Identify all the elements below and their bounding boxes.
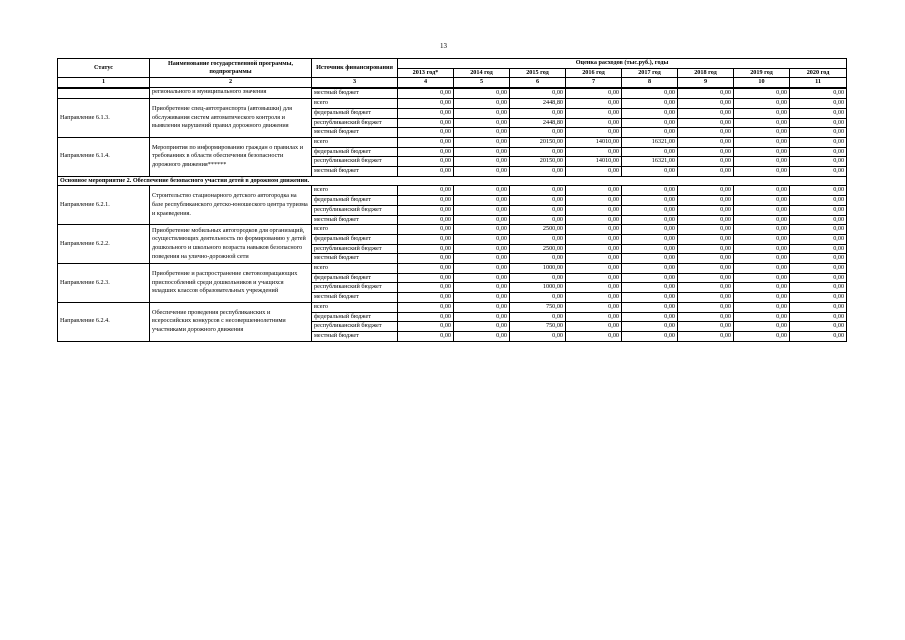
direction-status: Направление 6.1.4.: [58, 137, 150, 176]
source-cell: всего: [312, 225, 398, 235]
table-row: [58, 99, 847, 109]
value-cell: 0,00: [790, 225, 847, 235]
value-cell: 0,00: [454, 205, 510, 215]
value-cell: 0,00: [678, 331, 734, 341]
value-cell: 0,00: [510, 312, 566, 322]
value-cell: 0,00: [566, 128, 622, 138]
value-cell: 1000,00: [510, 264, 566, 274]
value-cell: 0,00: [622, 283, 678, 293]
value-cell: 0,00: [398, 196, 454, 206]
table-row: [58, 225, 847, 235]
value-cell: 0,00: [622, 322, 678, 332]
value-cell: 0,00: [734, 215, 790, 225]
value-cell: 0,00: [734, 137, 790, 147]
value-cell: 0,00: [790, 331, 847, 341]
source-cell: местный бюджет: [312, 89, 398, 99]
value-cell: 0,00: [790, 205, 847, 215]
table-row: [58, 264, 847, 274]
direction-name: Строительство стационарного детского автогородка на базе республиканского детско-юношеского центра туризма и краеведения.: [150, 186, 312, 225]
column-number: 3: [312, 78, 398, 88]
value-cell: 0,00: [454, 331, 510, 341]
value-cell: 0,00: [454, 225, 510, 235]
value-cell: 0,00: [678, 322, 734, 332]
column-number: 8: [622, 78, 678, 88]
value-cell: 0,00: [398, 137, 454, 147]
value-cell: 2448,80: [510, 118, 566, 128]
value-cell: 0,00: [566, 264, 622, 274]
source-cell: федеральный бюджет: [312, 147, 398, 157]
direction-status: Направление 6.2.3.: [58, 264, 150, 303]
value-cell: 0,00: [790, 312, 847, 322]
value-cell: 0,00: [454, 322, 510, 332]
value-cell: 0,00: [566, 108, 622, 118]
value-cell: 0,00: [790, 215, 847, 225]
value-cell: 0,00: [790, 254, 847, 264]
value-cell: 0,00: [454, 312, 510, 322]
value-cell: 0,00: [566, 283, 622, 293]
value-cell: 0,00: [398, 254, 454, 264]
value-cell: 0,00: [790, 264, 847, 274]
value-cell: 0,00: [734, 312, 790, 322]
value-cell: 0,00: [790, 99, 847, 109]
source-cell: федеральный бюджет: [312, 196, 398, 206]
value-cell: 0,00: [454, 99, 510, 109]
value-cell: 0,00: [790, 118, 847, 128]
source-cell: всего: [312, 99, 398, 109]
source-cell: республиканский бюджет: [312, 322, 398, 332]
value-cell: 14010,00: [566, 157, 622, 167]
value-cell: 0,00: [734, 147, 790, 157]
value-cell: 0,00: [734, 186, 790, 196]
header-source: Источник финансирования: [312, 59, 398, 78]
value-cell: 0,00: [678, 225, 734, 235]
value-cell: 0,00: [566, 167, 622, 177]
column-number: 11: [790, 78, 847, 88]
column-number: 9: [678, 78, 734, 88]
value-cell: 0,00: [566, 234, 622, 244]
value-cell: 0,00: [454, 302, 510, 312]
source-cell: местный бюджет: [312, 293, 398, 303]
value-cell: 0,00: [622, 273, 678, 283]
value-cell: 0,00: [454, 167, 510, 177]
value-cell: 0,00: [678, 244, 734, 254]
direction-name: Приобретение спец-автотранспорта (автовышки) для обслуживания систем автоматического контроля и выявления нарушений правил дорожного движения: [150, 99, 312, 138]
value-cell: 0,00: [678, 293, 734, 303]
value-cell: 0,00: [790, 273, 847, 283]
value-cell: 0,00: [622, 331, 678, 341]
value-cell: 0,00: [566, 196, 622, 206]
value-cell: 0,00: [454, 186, 510, 196]
value-cell: 0,00: [398, 108, 454, 118]
direction-name: Обеспечение проведения республиканских и всероссийских конкурсов с несовершеннолетними участниками дорожного движения: [150, 302, 312, 341]
value-cell: 0,00: [398, 225, 454, 235]
value-cell: 0,00: [454, 264, 510, 274]
column-number: 1: [58, 78, 150, 88]
value-cell: 0,00: [734, 331, 790, 341]
value-cell: 0,00: [678, 215, 734, 225]
value-cell: 0,00: [398, 293, 454, 303]
value-cell: 0,00: [510, 128, 566, 138]
direction-name: Приобретение и распространение световозвращающих приспособлений среди дошкольников и учащихся младших классов образовательных учреждений: [150, 264, 312, 303]
value-cell: 0,00: [790, 186, 847, 196]
value-cell: 0,00: [398, 244, 454, 254]
value-cell: 0,00: [790, 283, 847, 293]
direction-status: Направление 6.2.1.: [58, 186, 150, 225]
value-cell: 0,00: [454, 157, 510, 167]
value-cell: 0,00: [398, 283, 454, 293]
header-year: 2013 год*: [398, 68, 454, 78]
value-cell: 0,00: [678, 186, 734, 196]
value-cell: 0,00: [398, 302, 454, 312]
value-cell: 0,00: [454, 283, 510, 293]
value-cell: 0,00: [398, 331, 454, 341]
value-cell: 0,00: [790, 196, 847, 206]
source-cell: республиканский бюджет: [312, 118, 398, 128]
value-cell: 0,00: [678, 157, 734, 167]
value-cell: 0,00: [454, 128, 510, 138]
source-cell: местный бюджет: [312, 331, 398, 341]
value-cell: 0,00: [510, 89, 566, 99]
value-cell: 0,00: [622, 234, 678, 244]
value-cell: 0,00: [566, 273, 622, 283]
direction-status: Направление 6.1.3.: [58, 99, 150, 138]
value-cell: 0,00: [790, 137, 847, 147]
value-cell: 0,00: [566, 215, 622, 225]
value-cell: 0,00: [510, 331, 566, 341]
value-cell: 0,00: [734, 254, 790, 264]
header-year: 2017 год: [622, 68, 678, 78]
value-cell: 0,00: [678, 312, 734, 322]
value-cell: 0,00: [622, 244, 678, 254]
value-cell: 0,00: [622, 99, 678, 109]
value-cell: 0,00: [678, 205, 734, 215]
value-cell: 0,00: [454, 147, 510, 157]
value-cell: 0,00: [734, 167, 790, 177]
source-cell: местный бюджет: [312, 215, 398, 225]
value-cell: 0,00: [566, 186, 622, 196]
value-cell: 0,00: [398, 215, 454, 225]
source-cell: местный бюджет: [312, 254, 398, 264]
value-cell: 0,00: [398, 273, 454, 283]
value-cell: 0,00: [734, 157, 790, 167]
value-cell: 0,00: [790, 167, 847, 177]
value-cell: 0,00: [566, 302, 622, 312]
source-cell: республиканский бюджет: [312, 205, 398, 215]
value-cell: 0,00: [510, 234, 566, 244]
value-cell: 0,00: [734, 205, 790, 215]
direction-name: Мероприятия по информированию граждан о правилах и требованиях в области обеспечения безопасности дорожного движения******: [150, 137, 312, 176]
value-cell: 0,00: [566, 118, 622, 128]
value-cell: 0,00: [454, 215, 510, 225]
source-cell: всего: [312, 137, 398, 147]
value-cell: 0,00: [566, 254, 622, 264]
source-cell: всего: [312, 186, 398, 196]
value-cell: 0,00: [734, 196, 790, 206]
value-cell: 0,00: [510, 196, 566, 206]
value-cell: 16321,00: [622, 157, 678, 167]
header-year: 2019 год: [734, 68, 790, 78]
value-cell: 20150,00: [510, 157, 566, 167]
value-cell: 0,00: [678, 128, 734, 138]
value-cell: 0,00: [398, 89, 454, 99]
value-cell: 0,00: [678, 108, 734, 118]
value-cell: 20150,00: [510, 137, 566, 147]
value-cell: 2500,00: [510, 244, 566, 254]
value-cell: 0,00: [790, 157, 847, 167]
header-year: 2015 год: [510, 68, 566, 78]
value-cell: 0,00: [510, 215, 566, 225]
header-year: 2018 год: [678, 68, 734, 78]
value-cell: 2448,80: [510, 99, 566, 109]
value-cell: 0,00: [454, 244, 510, 254]
value-cell: 0,00: [622, 108, 678, 118]
value-cell: 750,00: [510, 322, 566, 332]
value-cell: 0,00: [790, 293, 847, 303]
value-cell: 0,00: [510, 147, 566, 157]
header-status: Статус: [58, 59, 150, 78]
value-cell: 0,00: [566, 312, 622, 322]
value-cell: 0,00: [790, 322, 847, 332]
value-cell: 0,00: [734, 89, 790, 99]
source-cell: местный бюджет: [312, 167, 398, 177]
value-cell: 1000,00: [510, 283, 566, 293]
header-estimate: Оценка расходов (тыс.руб.), годы: [398, 59, 847, 69]
value-cell: 0,00: [566, 331, 622, 341]
value-cell: 0,00: [678, 99, 734, 109]
page-number: 13: [440, 42, 447, 50]
value-cell: 0,00: [454, 273, 510, 283]
value-cell: 0,00: [454, 108, 510, 118]
header-year: 2014 год: [454, 68, 510, 78]
value-cell: 16321,00: [622, 137, 678, 147]
value-cell: 0,00: [622, 205, 678, 215]
value-cell: 0,00: [622, 302, 678, 312]
value-cell: 0,00: [398, 312, 454, 322]
value-cell: 0,00: [790, 244, 847, 254]
source-cell: федеральный бюджет: [312, 234, 398, 244]
expenses-table: [57, 58, 847, 342]
value-cell: 0,00: [398, 99, 454, 109]
value-cell: 0,00: [398, 264, 454, 274]
value-cell: 0,00: [566, 205, 622, 215]
value-cell: 0,00: [734, 118, 790, 128]
value-cell: 0,00: [566, 244, 622, 254]
value-cell: 0,00: [454, 89, 510, 99]
value-cell: 0,00: [678, 196, 734, 206]
value-cell: 0,00: [622, 118, 678, 128]
value-cell: 0,00: [398, 128, 454, 138]
value-cell: 0,00: [398, 157, 454, 167]
column-number: 6: [510, 78, 566, 88]
value-cell: 0,00: [678, 302, 734, 312]
value-cell: 0,00: [790, 108, 847, 118]
value-cell: 0,00: [734, 244, 790, 254]
value-cell: 0,00: [734, 283, 790, 293]
value-cell: 0,00: [454, 293, 510, 303]
value-cell: 14010,00: [566, 137, 622, 147]
value-cell: 0,00: [678, 234, 734, 244]
value-cell: 0,00: [566, 293, 622, 303]
value-cell: 0,00: [622, 186, 678, 196]
value-cell: 0,00: [398, 205, 454, 215]
value-cell: 0,00: [454, 118, 510, 128]
section-title: Основное мероприятие 2. Обеспечение безопасного участия детей в дорожном движении.: [58, 176, 847, 186]
value-cell: 0,00: [734, 293, 790, 303]
column-number: 4: [398, 78, 454, 88]
value-cell: 0,00: [678, 264, 734, 274]
value-cell: 0,00: [790, 147, 847, 157]
value-cell: 0,00: [790, 89, 847, 99]
value-cell: 0,00: [454, 254, 510, 264]
direction-name: Приобретение мобильных автогородков для организаций, осуществляющих деятельность по формированию у детей дошкольного и школьного возраста навыков безопасного поведения на улично-дорожной сети: [150, 225, 312, 264]
value-cell: 0,00: [510, 167, 566, 177]
source-cell: федеральный бюджет: [312, 273, 398, 283]
value-cell: 0,00: [566, 147, 622, 157]
value-cell: 0,00: [398, 167, 454, 177]
value-cell: 0,00: [622, 128, 678, 138]
source-cell: республиканский бюджет: [312, 157, 398, 167]
value-cell: 0,00: [622, 89, 678, 99]
value-cell: 0,00: [734, 108, 790, 118]
value-cell: 0,00: [398, 147, 454, 157]
value-cell: 0,00: [734, 322, 790, 332]
value-cell: 0,00: [678, 137, 734, 147]
status-cell: [58, 89, 150, 99]
source-cell: республиканский бюджет: [312, 283, 398, 293]
source-cell: республиканский бюджет: [312, 244, 398, 254]
value-cell: 0,00: [678, 147, 734, 157]
direction-status: Направление 6.2.2.: [58, 225, 150, 264]
value-cell: 0,00: [734, 225, 790, 235]
section-row: [58, 176, 847, 186]
value-cell: 0,00: [678, 89, 734, 99]
value-cell: 0,00: [622, 215, 678, 225]
value-cell: 0,00: [622, 312, 678, 322]
value-cell: 0,00: [678, 283, 734, 293]
value-cell: 0,00: [510, 254, 566, 264]
header-program: Наименование государственной программы, подпрограммы: [150, 59, 312, 78]
program-name: регионального и муниципального значения: [150, 88, 312, 99]
value-cell: 0,00: [622, 167, 678, 177]
value-cell: 0,00: [622, 225, 678, 235]
value-cell: 0,00: [678, 273, 734, 283]
column-number: 2: [150, 78, 312, 88]
column-number: 5: [454, 78, 510, 88]
value-cell: 0,00: [510, 273, 566, 283]
source-cell: федеральный бюджет: [312, 312, 398, 322]
column-number: 10: [734, 78, 790, 88]
value-cell: 0,00: [622, 254, 678, 264]
table-row: [58, 186, 847, 196]
value-cell: 0,00: [790, 302, 847, 312]
value-cell: 0,00: [398, 186, 454, 196]
value-cell: 2500,00: [510, 225, 566, 235]
value-cell: 0,00: [398, 234, 454, 244]
value-cell: 0,00: [566, 99, 622, 109]
value-cell: 0,00: [454, 196, 510, 206]
value-cell: 0,00: [734, 273, 790, 283]
header-year: 2016 год: [566, 68, 622, 78]
direction-status: Направление 6.2.4.: [58, 302, 150, 341]
header-year: 2020 год: [790, 68, 847, 78]
table-row: [58, 137, 847, 147]
value-cell: 0,00: [622, 196, 678, 206]
source-cell: всего: [312, 264, 398, 274]
value-cell: 0,00: [678, 118, 734, 128]
value-cell: 0,00: [566, 89, 622, 99]
value-cell: 0,00: [734, 234, 790, 244]
value-cell: 0,00: [678, 167, 734, 177]
value-cell: 0,00: [510, 293, 566, 303]
value-cell: 0,00: [734, 264, 790, 274]
value-cell: 0,00: [510, 205, 566, 215]
value-cell: 0,00: [398, 322, 454, 332]
column-number: 7: [566, 78, 622, 88]
value-cell: 0,00: [734, 99, 790, 109]
value-cell: 0,00: [398, 118, 454, 128]
source-cell: местный бюджет: [312, 128, 398, 138]
value-cell: 0,00: [790, 234, 847, 244]
value-cell: 0,00: [566, 225, 622, 235]
value-cell: 0,00: [622, 264, 678, 274]
value-cell: 0,00: [622, 147, 678, 157]
value-cell: 0,00: [678, 254, 734, 264]
value-cell: 0,00: [734, 128, 790, 138]
value-cell: 0,00: [622, 293, 678, 303]
value-cell: 0,00: [454, 137, 510, 147]
source-cell: всего: [312, 302, 398, 312]
value-cell: 0,00: [734, 302, 790, 312]
value-cell: 0,00: [790, 128, 847, 138]
source-cell: федеральный бюджет: [312, 108, 398, 118]
value-cell: 750,00: [510, 302, 566, 312]
value-cell: 0,00: [510, 186, 566, 196]
table-row: [58, 302, 847, 312]
value-cell: 0,00: [566, 322, 622, 332]
value-cell: 0,00: [454, 234, 510, 244]
value-cell: 0,00: [510, 108, 566, 118]
